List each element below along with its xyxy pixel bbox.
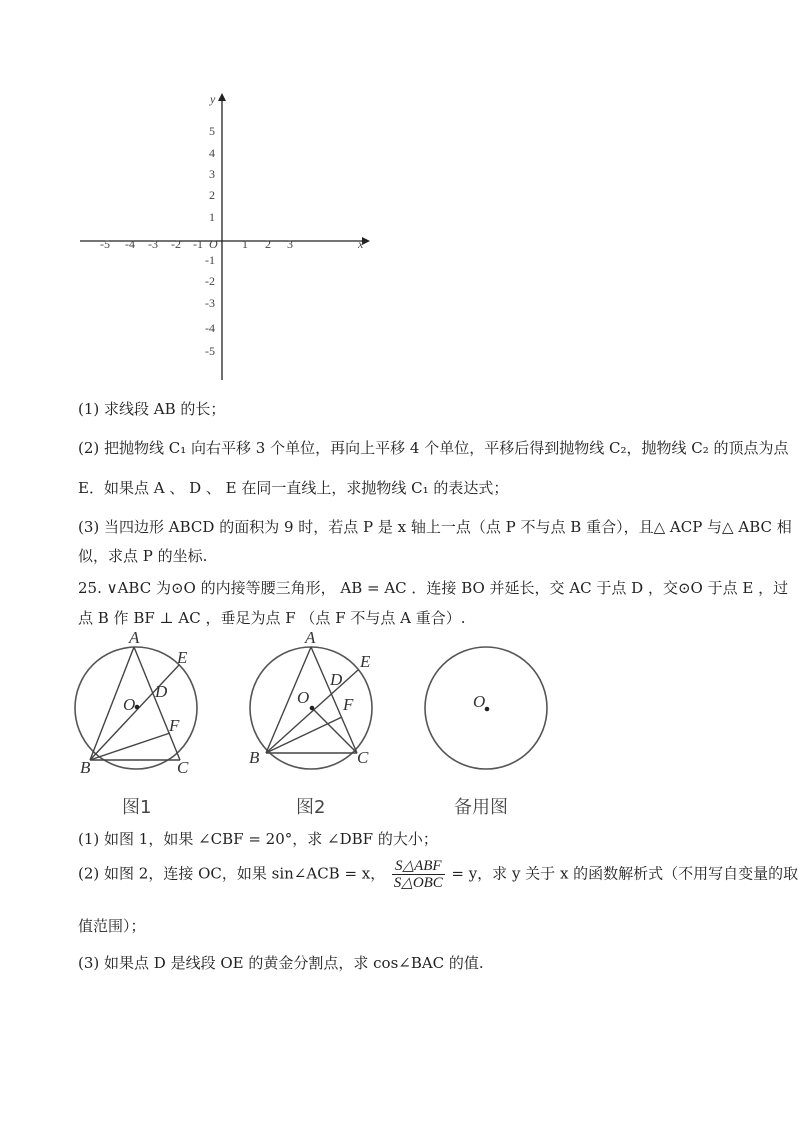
- x-tick: -5: [100, 237, 110, 251]
- svg-text:F: F: [169, 716, 180, 735]
- figure-backup: [425, 647, 547, 818]
- fraction-numerator: S△ABF: [392, 858, 445, 875]
- svg-text:E: E: [177, 648, 188, 667]
- y-tick: -1: [205, 253, 215, 267]
- q25-figures: [62, 625, 562, 825]
- origin-label: O: [209, 237, 218, 251]
- y-tick: 4: [209, 146, 215, 160]
- q25-stem-line2: 点 B 作 BF ⊥ AC ，垂足为点 F （点 F 不与点 A 重合）.: [78, 609, 466, 627]
- svg-text:F: F: [343, 695, 354, 714]
- q25-part3: (3) 如果点 D 是线段 OE 的黄金分割点，求 cos∠BAC 的值.: [78, 954, 484, 972]
- svg-text:A: A: [305, 628, 316, 647]
- x-tick: -3: [148, 237, 158, 251]
- y-tick: 3: [209, 167, 215, 181]
- figure-2-caption: 图2: [296, 797, 326, 818]
- svg-text:E: E: [360, 652, 371, 671]
- q24-part3-line2: 似，求点 P 的坐标.: [78, 547, 208, 565]
- figure-1-caption: 图1: [122, 797, 152, 818]
- svg-text:B: B: [249, 748, 260, 767]
- q25-part2-fraction: [392, 858, 445, 891]
- fraction-denominator: S△OBC: [393, 875, 443, 891]
- y-tick: -3: [205, 296, 215, 310]
- x-tick: -2: [171, 237, 181, 251]
- figure-backup-caption: 备用图: [454, 797, 508, 818]
- svg-text:D: D: [155, 682, 168, 701]
- svg-text:C: C: [177, 758, 189, 777]
- q25-stem-line1: 25. ∨ABC 为⊙O 的内接等腰三角形， AB = AC ．连接 BO 并延长，交 AC 于点 D ，交⊙O 于点 E ，过: [78, 579, 789, 597]
- q25-part2-prefix: (2) 如图 2，连接 OC，如果 sin∠ACB = x，: [78, 864, 386, 883]
- y-tick: 2: [209, 188, 215, 202]
- x-tick: 2: [265, 237, 271, 251]
- q24-part3-line1: (3) 当四边形 ABCD 的面积为 9 时，若点 P 是 x 轴上一点（点 P 不与点 B 重合），且△ ACP 与△ ABC 相: [78, 518, 792, 536]
- svg-text:A: A: [129, 628, 140, 647]
- q25-part1: (1) 如图 1，如果 ∠CBF = 20°，求 ∠DBF 的大小；: [78, 830, 438, 848]
- q25-part2-suffix: = y，求 y 关于 x 的函数解析式（不用写自变量的取: [451, 864, 799, 883]
- y-tick: 1: [209, 210, 215, 224]
- q25-part2-line2: 值范围）；: [78, 917, 146, 935]
- svg-text:D: D: [330, 670, 343, 689]
- figure-1: [75, 628, 197, 818]
- svg-text:O: O: [297, 688, 310, 707]
- y-tick: 5: [209, 124, 215, 138]
- y-axis-label: y: [210, 92, 216, 106]
- svg-text:O: O: [473, 692, 486, 711]
- svg-text:C: C: [357, 748, 369, 767]
- y-tick: -2: [205, 274, 215, 288]
- coordinate-plane: [70, 85, 380, 385]
- y-tick: -5: [205, 344, 215, 358]
- figure-2: [249, 628, 372, 818]
- svg-text:B: B: [80, 758, 91, 777]
- x-tick: 3: [287, 237, 293, 251]
- x-tick: 1: [242, 237, 248, 251]
- svg-text:O: O: [123, 695, 136, 714]
- q24-part2-line1: (2) 把抛物线 C₁ 向右平移 3 个单位，再向上平移 4 个单位，平移后得到抛物线 C₂，抛物线 C₂ 的顶点为点: [78, 439, 789, 457]
- y-tick: -4: [205, 321, 215, 335]
- y-axis-arrow: [218, 93, 226, 101]
- q24-part2-line2: E．如果点 A 、 D 、 E 在同一直线上，求抛物线 C₁ 的表达式；: [78, 479, 509, 497]
- x-axis-label: x: [358, 237, 364, 251]
- x-tick: -4: [125, 237, 135, 251]
- q24-part1: (1) 求线段 AB 的长；: [78, 400, 226, 418]
- q25-part2-line1: [78, 858, 798, 891]
- x-tick: -1: [193, 237, 203, 251]
